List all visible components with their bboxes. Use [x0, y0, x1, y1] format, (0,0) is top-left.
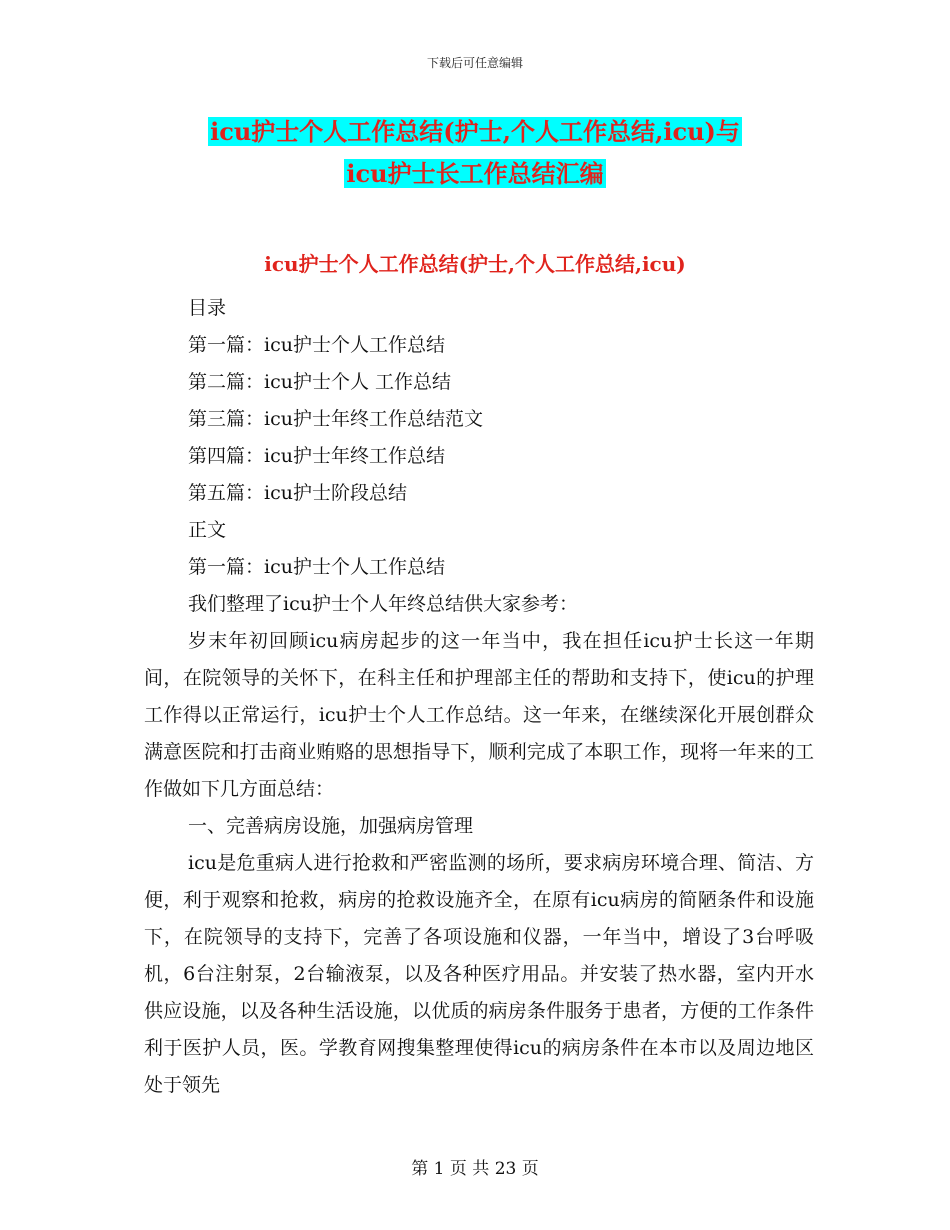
document-title-text-2: icu护士长工作总结汇编: [346, 159, 604, 188]
document-title-text-1: icu护士个人工作总结(护士,个人工作总结,icu)与: [210, 117, 740, 146]
document-body: [144, 290, 814, 1104]
page-footer: 第 1 页 共 23 页: [411, 1159, 539, 1179]
header-note: 下载后可任意编辑: [426, 56, 523, 70]
toc-heading: 目录: [188, 297, 227, 319]
document-title-line-1: [0, 114, 950, 150]
toc-item: 第一篇：icu护士个人工作总结: [188, 334, 445, 356]
toc-item: 第四篇：icu护士年终工作总结: [188, 445, 445, 467]
section-heading-1: 一、完善病房设施，加强病房管理: [188, 815, 474, 837]
toc-item: 第五篇：icu护士阶段总结: [188, 482, 407, 504]
document-title-line-2: [0, 156, 950, 192]
paragraph-2: icu是危重病人进行抢救和严密监测的场所，要求病房环境合理、简洁、方便，利于观察和抢救，病房的抢救设施齐全，在原有icu病房的简陋条件和设施下，在院领导的支持下，完善了各项设施和仪器，一年当中，增设了3台呼吸机，6台注射泵，2台输液泵，以及各种医疗用品。并安装了热水器，室内开水供应设施，以及各种生活设施，以优质的病房条件服务于患者，方便的工作条件利于医护人员，医。学教育网搜集整理使得icu的病房条件在本市以及周边地区处于领先: [144, 852, 814, 1096]
paragraph-1: 岁末年初回顾icu病房起步的这一年当中，我在担任icu护士长这一年期间，在院领导的关怀下，在科主任和护理部主任的帮助和支持下，使icu的护理工作得以正常运行，icu护士个人工作总结。这一年来，在继续深化开展创群众满意医院和打击商业贿赂的思想指导下，顺利完成了本职工作，现将一年来的工作做如下几方面总结：: [144, 630, 814, 800]
toc-item: 第三篇：icu护士年终工作总结范文: [188, 408, 483, 430]
toc-item: 第二篇：icu护士个人 工作总结: [188, 371, 451, 393]
body-heading: 正文: [188, 519, 227, 541]
intro-line: 我们整理了icu护士个人年终总结供大家参考：: [188, 593, 578, 615]
chapter-heading: 第一篇：icu护士个人工作总结: [188, 556, 445, 578]
section-title: icu护士个人工作总结(护士,个人工作总结,icu): [264, 252, 686, 276]
